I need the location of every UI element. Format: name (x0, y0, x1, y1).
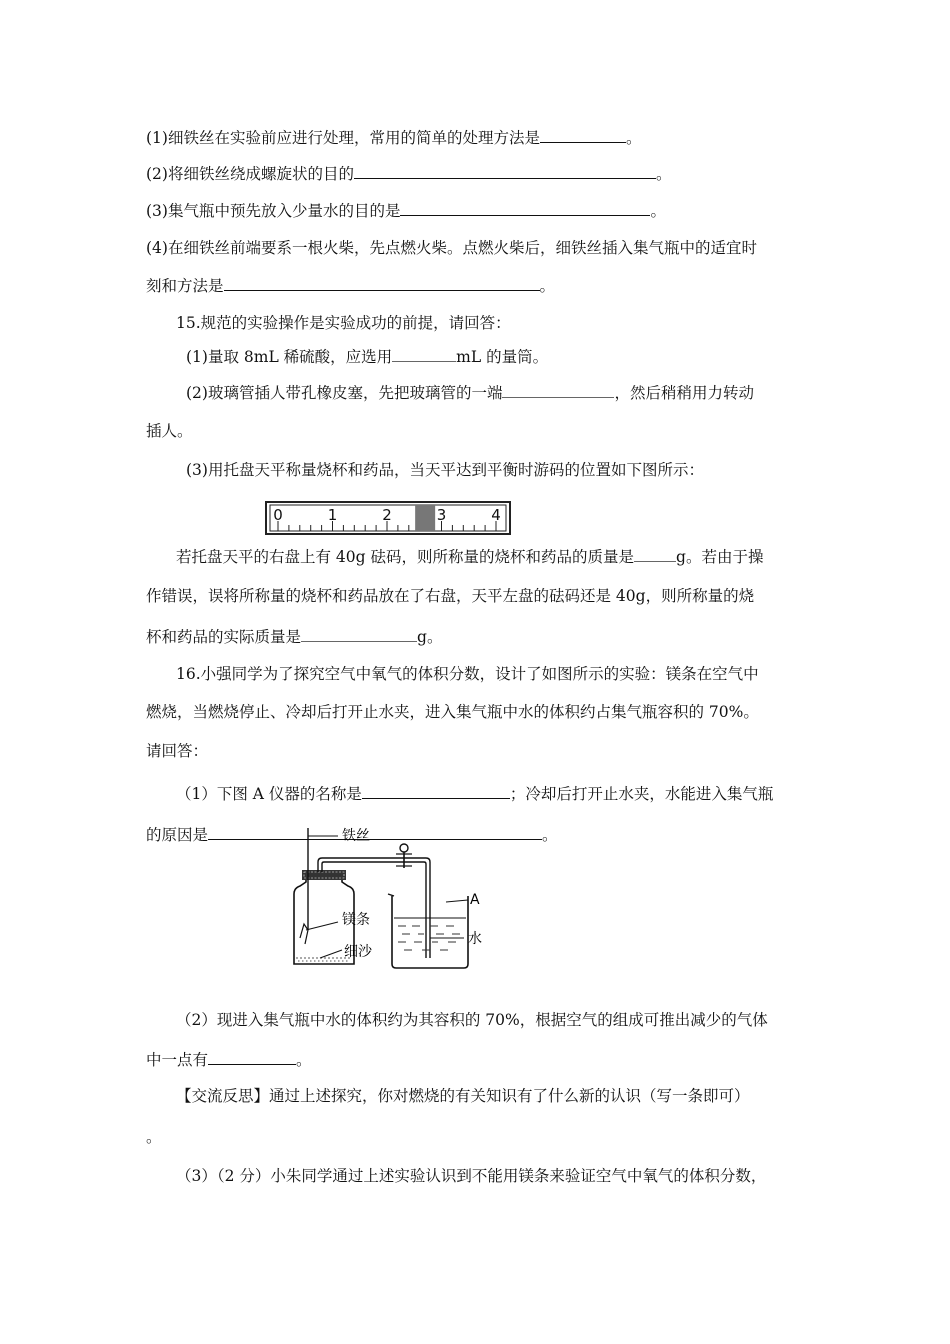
q15-part4-blank1[interactable] (634, 547, 676, 562)
q14-part1-text: (1)细铁丝在实验前应进行处理，常用的简单的处理方法是 (146, 129, 540, 147)
ruler-rider (415, 505, 435, 531)
q15-part2-line2: 插人。 (146, 422, 193, 440)
ruler-label: 3 (436, 506, 447, 524)
q15-part2-blank[interactable] (502, 383, 614, 398)
q14-part2-blank[interactable] (354, 164, 656, 179)
q14-part2-text: (2)将细铁丝绕成螺旋状的目的 (146, 165, 354, 183)
q15-part4-line2: 作错误，误将所称量的烧杯和药品放在了右盘，天平左盘的砝码还是 40g，则所称量的烧 (146, 587, 755, 605)
q14-part2: (2)将细铁丝绕成螺旋状的目的 。 (146, 165, 672, 183)
q14-part4-blank[interactable] (224, 276, 540, 291)
label-iron-wire: 铁丝 (342, 828, 370, 844)
magnesium-strip (300, 924, 308, 944)
rider-scale-figure (264, 500, 514, 538)
ruler-label: 1 (327, 506, 338, 524)
q14-part3: (3)集气瓶中预先放入少量水的目的是 。 (146, 202, 666, 220)
q16-part1: （1）下图 A 仪器的名称是 ；冷却后打开止水夹，水能进入集气瓶 (176, 785, 774, 803)
q16-reflect-line1: 【交流反思】通过上述探究，你对燃烧的有关知识有了什么新的认识（写一条即可） (176, 1087, 750, 1105)
q16-part2-line2: 中一点有 。 (146, 1051, 312, 1069)
q14-part3-text: (3)集气瓶中预先放入少量水的目的是 (146, 202, 401, 220)
q14-part4-line1: (4)在细铁丝前端要系一根火柴，先点燃火柴。点燃火柴后，细铁丝插入集气瓶中的适宜时 (146, 239, 757, 257)
ruler-label: 4 (491, 506, 501, 524)
q16-part1-line2: 的原因是 。 (146, 826, 558, 844)
q14-part1: (1)细铁丝在实验前应进行处理，常用的简单的处理方法是 。 (146, 129, 642, 147)
label-magnesium: 镁条 (342, 912, 370, 928)
q16-part3-line1: （3）（2 分）小朱同学通过上述实验认识到不能用镁条来验证空气中氧气的体积分数， (176, 1167, 767, 1185)
q15-part4: 若托盘天平的右盘上有 40g 砝码，则所称量的烧杯和药品的质量是 g。若由于操 (176, 548, 764, 566)
label-sand: 细沙 (344, 944, 372, 960)
q15-part4-blank2[interactable] (301, 627, 417, 642)
q16-part1-blank1[interactable] (362, 784, 510, 799)
q15-part2: (2)玻璃管插人带孔橡皮塞，先把玻璃管的一端 ，然后稍稍用力转动 (186, 384, 754, 402)
ruler-label: 2 (382, 506, 392, 524)
q14-part1-blank[interactable] (540, 128, 626, 143)
q14-part3-blank[interactable] (400, 201, 650, 216)
q16-intro-line3: 请回答： (146, 742, 209, 760)
q16-part2-blank[interactable] (208, 1050, 296, 1065)
apparatus-figure (280, 818, 490, 970)
q15-part3: (3)用托盘天平称量烧杯和药品，当天平达到平衡时游码的位置如下图所示： (186, 461, 704, 479)
q15-intro: 15.规范的实验操作是实验成功的前提，请回答： (176, 314, 511, 332)
ruler-label: 0 (273, 506, 283, 524)
q16-intro-line2: 燃烧，当燃烧停止、冷却后打开止水夹，进入集气瓶中水的体积约占集气瓶容积的 70%。 (146, 703, 759, 721)
q15-part1: (1)量取 8mL 稀硫酸，应选用 mL 的量筒。 (186, 348, 549, 366)
rider (415, 505, 435, 531)
label-water: 水 (468, 931, 482, 947)
label-a: A (470, 892, 480, 908)
q14-part4-line2: 刻和方法是 。 (146, 277, 556, 295)
q16-part2-line1: （2）现进入集气瓶中水的体积约为其容积的 70%，根据空气的组成可推出减少的气体 (176, 1011, 768, 1029)
q15-part1-blank[interactable] (392, 347, 456, 362)
q16-reflect-line2: 。 (146, 1128, 162, 1146)
water-clamp (396, 844, 412, 868)
q15-part4-line3: 杯和药品的实际质量是 g。 (146, 628, 443, 646)
q16-intro-line1: 16.小强同学为了探究空气中氧气的体积分数，设计了如图所示的实验：镁条在空气中 (176, 665, 759, 683)
